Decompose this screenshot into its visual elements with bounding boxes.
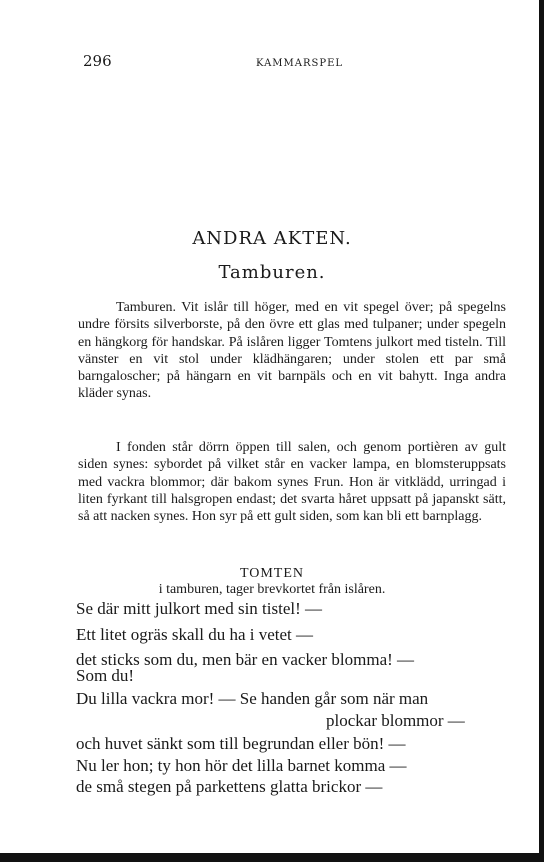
act-title: ANDRA AKTEN. bbox=[192, 228, 352, 249]
verse-line: Du lilla vackra mor! — Se handen går som när man bbox=[76, 689, 429, 708]
speaker-name: TOMTEN bbox=[239, 566, 305, 581]
stage-description-paragraph: I fonden står dörrn öppen till salen, och genom portièren av gult siden synes: sybordet på vilket står en vacker lampa, en blomsteruppsats med vackra blommor; där bakom synes Frun. Hon är vitklädd, urringad i liten fyrkant till halsgropen endast; det svarta håret uppsatt på japanskt sätt, så att nacken synes. Hon syr på ett gult siden, som kan bli ett barnplagg. bbox=[78, 440, 506, 525]
page-edge-bottom bbox=[0, 853, 544, 862]
verse-line: det sticks som du, men bär en vacker blomma! — bbox=[76, 650, 415, 669]
verse-line: och huvet sänkt som till begrundan eller bön! — bbox=[76, 734, 406, 753]
scene-title: Tamburen. bbox=[218, 262, 326, 283]
verse-line: de små stegen på parkettens glatta brickor — bbox=[76, 777, 383, 796]
running-head: KAMMARSPEL bbox=[256, 58, 344, 69]
verse-line: Nu ler hon; ty hon hör det lilla barnet komma — bbox=[76, 756, 407, 775]
verse-line: plockar blommor — bbox=[326, 711, 465, 730]
verse-line: Ett litet ogräs skall du ha i vetet — bbox=[76, 625, 314, 644]
verse-line: Som du! bbox=[76, 666, 135, 685]
stage-description-paragraph: Tamburen. Vit islår till höger, med en vit spegel över; på spegelns undre försits silverborste, på den övre ett glas med tulpaner; under spegeln en hängkorg för handskar. På islåren ligger Tomtens julkort med tisteln. Till vänster en vit stol under klädhängaren; under stolen ett par små barngaloscher; på hängarn en vit barnpäls och en vit bahytt. Inga andra kläder synas. bbox=[78, 300, 506, 402]
verse-line: Se där mitt julkort med sin tistel! — bbox=[76, 599, 323, 618]
page-edge-right bbox=[539, 0, 544, 862]
stage-direction: i tamburen, tager brevkortet från islåren. bbox=[158, 582, 386, 597]
page-number: 296 bbox=[83, 52, 112, 70]
